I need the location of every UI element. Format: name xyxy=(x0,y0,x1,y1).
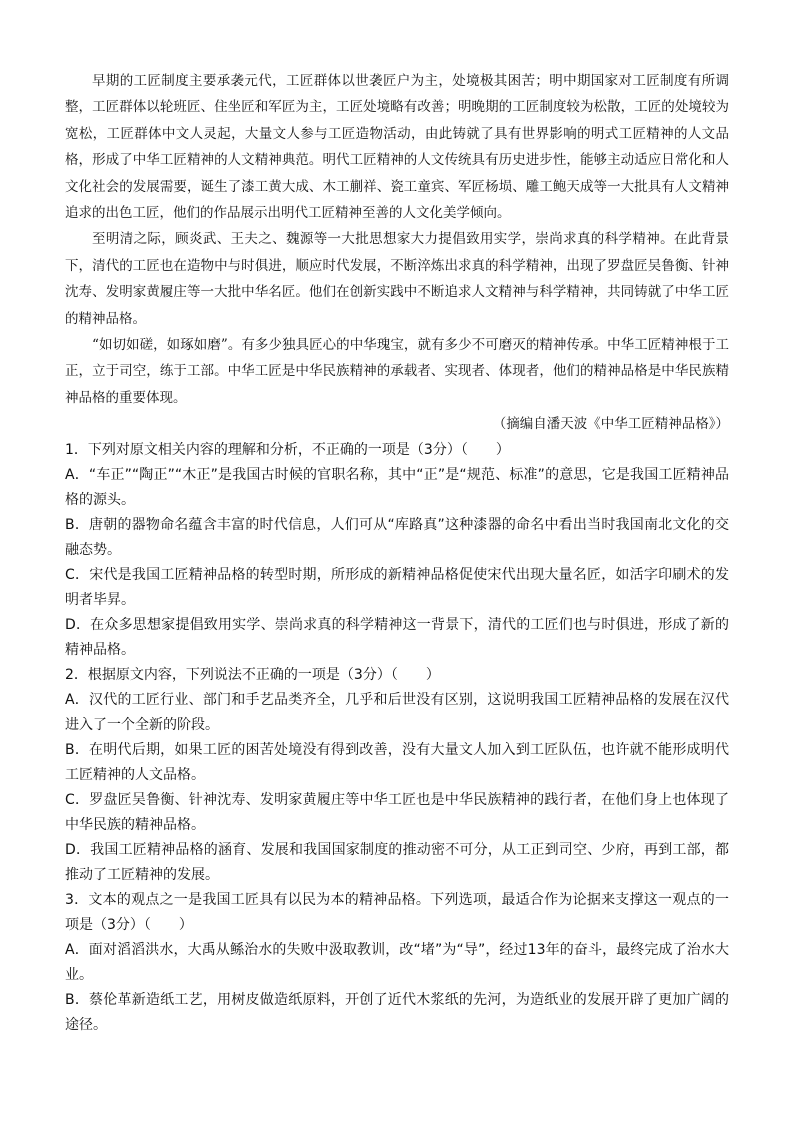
option-a: A．面对滔滔洪水，大禹从鲧治水的失败中汲取教训，改“堵”为“导”，经过13年的奋斗，最终完成了治水大业。 xyxy=(65,941,729,983)
option-d: D．在众多思想家提倡致用实学、崇尚求真的科学精神这一背景下，清代的工匠们也与时俱进，形成了新的精神品格。 xyxy=(65,616,729,658)
question-1 xyxy=(65,438,729,663)
question-stem: 3．文本的观点之一是我国工匠具有以民为本的精神品格。下列选项，最适合作为论据来支撑这一观点的一项是（3分）（ ） xyxy=(65,891,729,933)
option-a: A．“车正”“陶正”“木正”是我国古时候的官职名称，其中“正”是“规范、标准”的意思，它是我国工匠精神品格的源头。 xyxy=(65,466,729,508)
option-b: B．蔡伦革新造纸工艺，用树皮做造纸原料，开创了近代木浆纸的先河，为造纸业的发展开辟了更加广阔的途径。 xyxy=(65,991,729,1033)
question-stem: 2．根据原文内容，下列说法不正确的一项是（3分）（ ） xyxy=(65,666,440,683)
passage-source: （摘编自潘天波《中华工匠精神品格》） xyxy=(492,416,729,433)
option-b: B．唐朝的器物命名蕴含丰富的时代信息，人们可从“库路真”这种漆器的命名中看出当时我国南北文化的交融态势。 xyxy=(65,516,729,558)
option-c: C．罗盘匠吴鲁衡、针神沈寿、发明家黄履庄等中华工匠也是中华民族精神的践行者，在他们身上也体现了中华民族的精神品格。 xyxy=(65,791,729,833)
passage-paragraph-2: 至明清之际，顾炎武、王夫之、魏源等一大批思想家大力提倡致用实学，崇尚求真的科学精神。在此背景下，清代的工匠也在造物中与时俱进，顺应时代发展，不断淬炼出求真的科学精神，出现了罗盘匠吴鲁衡、针神沈寿、发明家黄履庄等一大批中华名匠。他们在创新实践中不断追求人文精神与科学精神，共同铸就了中华工匠的精神品格。 xyxy=(65,231,729,327)
passage-paragraph-3: “如切如磋，如琢如磨”。有多少独具匠心的中华瑰宝，就有多少不可磨灭的精神传承。中华工匠精神根于工正，立于司空，练于工部。中华工匠是中华民族精神的承载者、实现者、体现者，他们的精神品格是中华民族精神品格的重要体现。 xyxy=(65,337,729,406)
passage-paragraph-1: 早期的工匠制度主要承袭元代，工匠群体以世袭匠户为主，处境极其困苦；明中期国家对工匠制度有所调整，工匠群体以轮班匠、住坐匠和军匠为主，工匠处境略有改善；明晚期的工匠制度较为松散，工匠的处境较为宽松，工匠群体中文人灵起，大量文人参与工匠造物活动，由此铸就了具有世界影响的明式工匠精神的人文品格，形成了中华工匠精神的人文精神典范。明代工匠精神的人文传统具有历史进步性，能够主动适应日常化和人文化社会的发展需要，诞生了漆工黄大成、木工蒯祥、瓷工童宾、军匠杨埙、雕工鲍天成等一大批具有人文精神追求的出色工匠，他们的作品展示出明代工匠精神至善的人文化美学倾向。 xyxy=(65,73,729,222)
question-stem: 1．下列对原文相关内容的理解和分析，不正确的一项是（3分）（ ） xyxy=(65,441,510,458)
option-a: A．汉代的工匠行业、部门和手艺品类齐全，几乎和后世没有区别，这说明我国工匠精神品格的发展在汉代进入了一个全新的阶段。 xyxy=(65,691,729,733)
option-c: C．宋代是我国工匠精神品格的转型时期，所形成的新精神品格促使宋代出现大量名匠，如活字印刷术的发明者毕昇。 xyxy=(65,566,729,608)
option-b: B．在明代后期，如果工匠的困苦处境没有得到改善，没有大量文人加入到工匠队伍，也许就不能形成明代工匠精神的人文品格。 xyxy=(65,741,729,783)
question-2 xyxy=(65,663,729,888)
question-3 xyxy=(65,888,729,1038)
document-page xyxy=(65,68,729,1038)
option-d: D．我国工匠精神品格的涵育、发展和我国国家制度的推动密不可分，从工正到司空、少府，再到工部，都推动了工匠精神的发展。 xyxy=(65,841,729,883)
